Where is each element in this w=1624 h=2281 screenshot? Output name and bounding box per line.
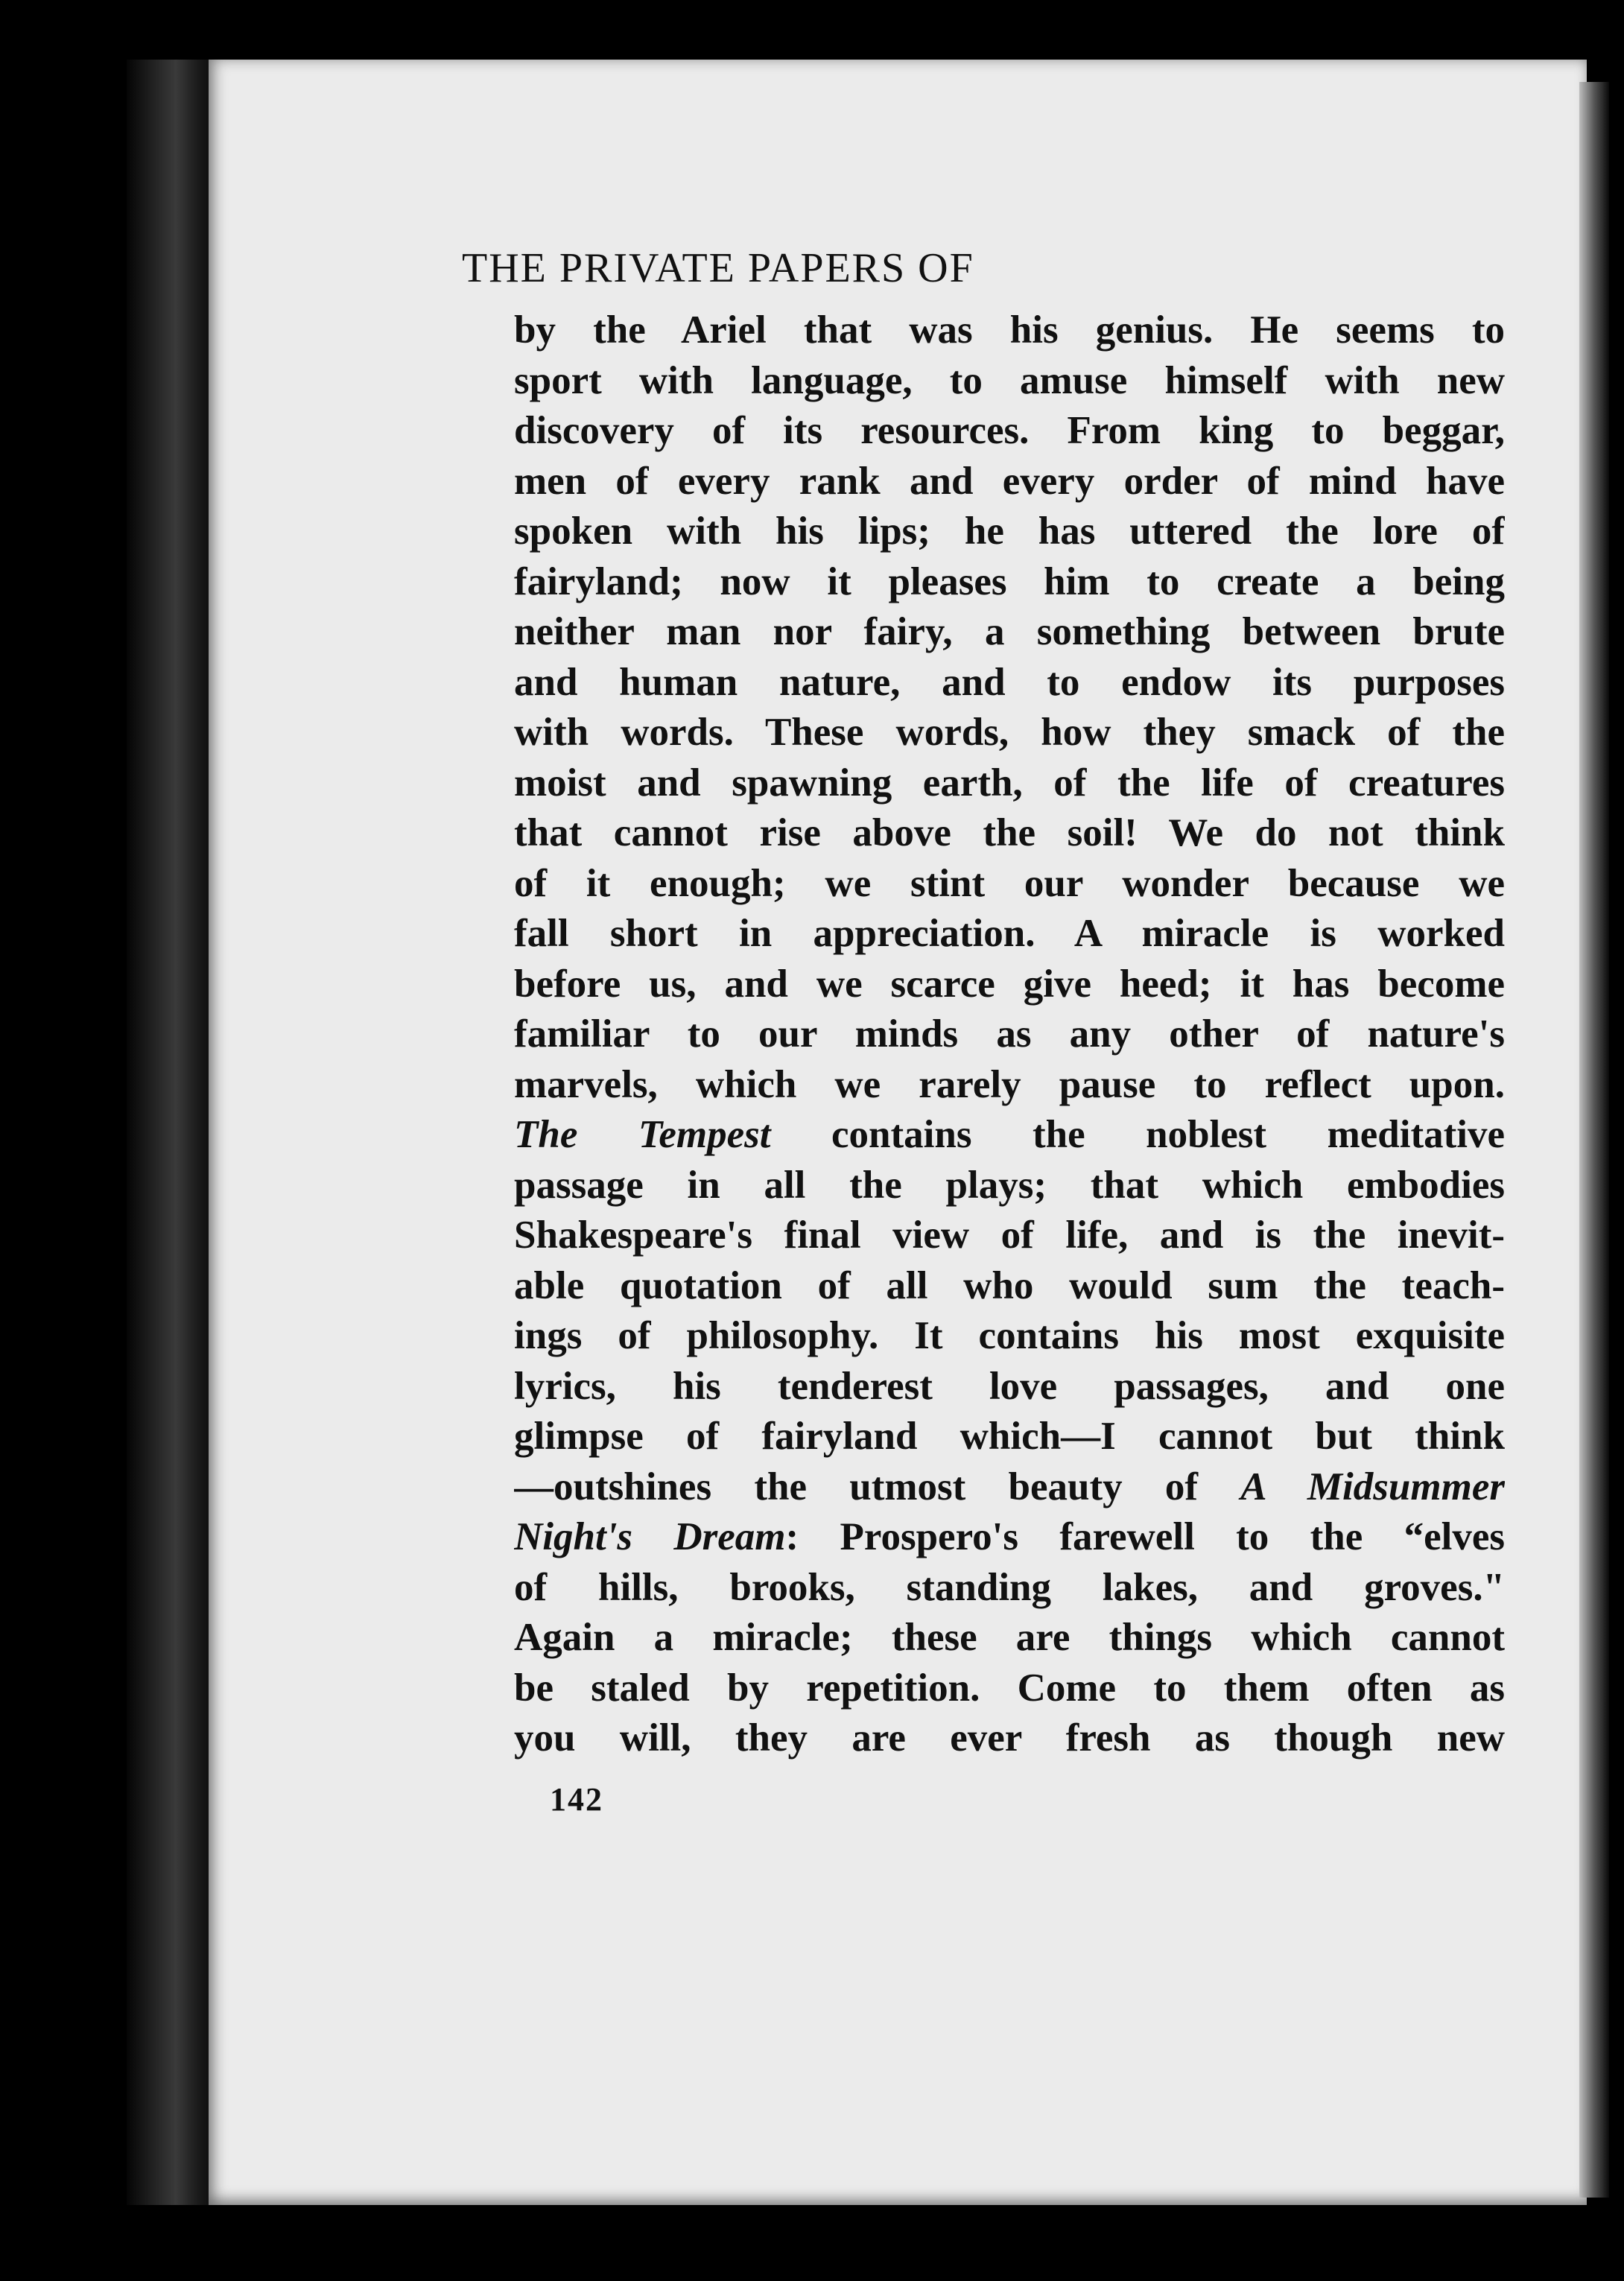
text-segment: by the Ariel that was his genius. He seems to xyxy=(514,308,1505,352)
text-segment: fall short in appreciation. A miracle is worked xyxy=(514,912,1505,955)
running-head: THE PRIVATE PAPERS OF xyxy=(462,245,974,291)
text-segment: of hills, brooks, standing lakes, and groves." xyxy=(514,1565,1505,1609)
text-segment: passage in all the plays; that which embodies xyxy=(514,1163,1505,1207)
text-line xyxy=(514,1663,1505,1714)
text-line xyxy=(514,1261,1505,1312)
text-line xyxy=(514,959,1505,1010)
text-line xyxy=(514,1512,1505,1563)
text-line xyxy=(514,457,1505,507)
text-line xyxy=(514,658,1505,708)
text-line xyxy=(514,557,1505,608)
text-line xyxy=(514,1362,1505,1412)
italic-title: The Tempest xyxy=(514,1113,771,1156)
text-segment: familiar to our minds as any other of nature's xyxy=(514,1012,1505,1056)
italic-title: A Midsummer xyxy=(1240,1465,1505,1508)
text-segment: contains the noblest meditative xyxy=(770,1113,1505,1156)
page-number: 142 xyxy=(550,1781,603,1818)
text-line xyxy=(514,1412,1505,1462)
text-line xyxy=(514,1009,1505,1060)
text-line xyxy=(514,356,1505,407)
text-line xyxy=(514,909,1505,959)
text-segment: moist and spawning earth, of the life of creatures xyxy=(514,761,1505,805)
text-line xyxy=(514,1060,1505,1111)
text-line xyxy=(514,1110,1505,1161)
book-spine xyxy=(127,60,216,2205)
text-segment: men of every rank and every order of mind have xyxy=(514,459,1505,503)
text-line xyxy=(514,758,1505,809)
text-segment: you will, they are ever fresh as though new xyxy=(514,1716,1505,1760)
text-line xyxy=(514,1211,1505,1261)
text-segment: before us, and we scarce give heed; it has become xyxy=(514,962,1505,1006)
text-line xyxy=(514,1462,1505,1513)
text-segment: be staled by repetition. Come to them often as xyxy=(514,1666,1505,1710)
text-segment: spoken with his lips; he has uttered the lore of xyxy=(514,510,1505,553)
text-segment: able quotation of all who would sum the teach- xyxy=(514,1263,1505,1307)
text-segment: fairyland; now it pleases him to create a being xyxy=(514,559,1505,603)
text-line xyxy=(514,1613,1505,1663)
text-segment: sport with language, to amuse himself with new xyxy=(514,358,1505,402)
text-segment: —outshines the utmost beauty of xyxy=(514,1465,1241,1508)
text-segment: neither man nor fairy, a something between brute xyxy=(514,610,1505,653)
text-segment: ings of philosophy. It contains his most exquisite xyxy=(514,1314,1505,1357)
text-segment: with words. These words, how they smack of the xyxy=(514,711,1505,754)
text-segment: and human nature, and to endow its purposes xyxy=(514,660,1505,704)
text-segment: lyrics, his tenderest love passages, and one xyxy=(514,1364,1505,1408)
text-segment: Again a miracle; these are things which cannot xyxy=(514,1616,1505,1659)
text-line xyxy=(514,607,1505,658)
text-line xyxy=(514,1563,1505,1614)
body-text xyxy=(514,305,1505,1764)
text-line xyxy=(514,305,1505,356)
text-line xyxy=(514,406,1505,457)
text-line xyxy=(514,1713,1505,1764)
page-edge xyxy=(1579,82,1609,2198)
text-segment: : Prospero's farewell to the “elves xyxy=(785,1515,1505,1558)
text-segment: glimpse of fairyland which—I cannot but think xyxy=(514,1415,1505,1458)
text-line xyxy=(514,708,1505,758)
text-line xyxy=(514,1311,1505,1362)
text-line xyxy=(514,859,1505,910)
text-line xyxy=(514,808,1505,859)
text-segment: discovery of its resources. From king to beggar, xyxy=(514,409,1505,452)
text-line xyxy=(514,507,1505,557)
text-segment: of it enough; we stint our wonder because we xyxy=(514,861,1505,905)
text-segment: Shakespeare's final view of life, and is the inevit- xyxy=(514,1214,1505,1257)
text-line xyxy=(514,1161,1505,1211)
text-segment: marvels, which we rarely pause to reflect upon. xyxy=(514,1062,1505,1106)
italic-title: Night's Dream xyxy=(514,1515,786,1558)
text-segment: that cannot rise above the soil! We do not think xyxy=(514,811,1505,854)
